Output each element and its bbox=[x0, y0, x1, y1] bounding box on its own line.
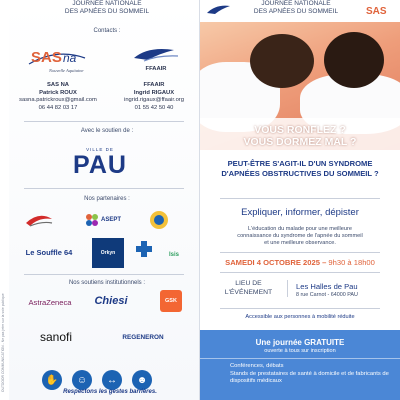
desc-line3: et une meilleure observance. bbox=[264, 240, 336, 246]
right-sas-logo-text: SAS bbox=[366, 6, 387, 17]
right-title-line1: JOURNÉE NATIONALE bbox=[261, 0, 331, 7]
sponsor-sanofi-text: sanofi bbox=[39, 330, 73, 344]
desc-line1: L'éducation du malade pour une meilleure bbox=[247, 226, 352, 232]
partner-le-souffle-text: Le Souffle 64 bbox=[25, 247, 73, 257]
divider bbox=[24, 188, 184, 189]
lieu-label bbox=[214, 280, 288, 297]
venue-name: Les Halles de Pau bbox=[296, 282, 358, 291]
activity-item: Stands de prestataires de santé à domicile et de fabricants de dispositifs médicaux bbox=[230, 370, 389, 384]
gesture-hands-icon: ✋ bbox=[42, 370, 62, 390]
divider bbox=[24, 121, 184, 122]
partner-asept bbox=[74, 208, 132, 232]
left-title-line2: DES APNÉES DU SOMMEIL bbox=[64, 8, 150, 15]
contact-ffaair-phone: 01 55 42 50 40 bbox=[134, 104, 174, 111]
partner-isis bbox=[160, 244, 188, 266]
sponsor-gsk-text: GSK bbox=[165, 298, 177, 304]
right-sas-logo bbox=[364, 2, 396, 20]
event-date: SAMEDI 4 OCTOBRE 2025 – 9h30 à 18h00 bbox=[225, 258, 375, 267]
venue bbox=[296, 282, 396, 300]
left-title-line1: JOURNÉE NATIONALE bbox=[72, 0, 142, 7]
sponsor-regeneron bbox=[110, 328, 176, 346]
right-header bbox=[200, 0, 400, 22]
sponsor-chiesi-text: Chiesi bbox=[94, 295, 128, 307]
left-event-title bbox=[14, 0, 200, 16]
gesture-mask-icon: ☻ bbox=[132, 370, 152, 390]
institutional-label: Nos soutiens institutionnels : bbox=[68, 280, 146, 286]
right-panel bbox=[200, 0, 400, 400]
venue-address: 8 rue Carnot - 64000 PAU bbox=[296, 292, 358, 298]
contact-ffaair-name: Ingrid RIGAUX bbox=[133, 89, 175, 96]
question-line2: D'APNÉES OBSTRUCTIVES DU SOMMEIL ? bbox=[221, 168, 379, 178]
sas-logo-tagline: Nouvelle Aquitaine bbox=[49, 68, 84, 73]
sponsor-sanofi bbox=[24, 326, 88, 348]
ffaair-logo-text: FFAAIR bbox=[145, 66, 167, 72]
side-strip bbox=[0, 0, 9, 400]
activity-item: Conférences, débats bbox=[230, 363, 284, 369]
strip-text: OUTDOOR COMMUNICATION - Ne pas jeter sur la voie publique bbox=[1, 293, 5, 392]
partner-orkyn-text: Orkyn bbox=[100, 250, 116, 256]
ville-de-pau-logo bbox=[62, 147, 138, 179]
tagline: Expliquer, informer, dépister bbox=[241, 207, 359, 218]
headline-line1: VOUS RONFLEZ ? bbox=[254, 124, 346, 136]
partner-logo-red-swoosh bbox=[22, 208, 56, 232]
syndrome-question bbox=[200, 159, 400, 178]
free-divider bbox=[200, 358, 400, 359]
contact-ffaair-email[interactable]: ingrid.rigaux@ffaair.org bbox=[124, 97, 184, 104]
free-subtitle: ouverte à tous sur inscription bbox=[264, 348, 336, 354]
sponsor-chiesi bbox=[86, 290, 136, 312]
divider bbox=[220, 198, 380, 199]
desc-line2: connaissance du syndrome de l'apnée du sommeil bbox=[237, 233, 363, 239]
gesture-cough-icon: ☺ bbox=[72, 370, 92, 390]
accessibility-note: Accessible aux personnes à mobilité réduite bbox=[245, 314, 355, 320]
question-line1: PEUT-ÊTRE S'AGIT-IL D'UN SYNDROME bbox=[227, 159, 373, 168]
sponsor-gsk bbox=[160, 290, 182, 312]
sponsor-astrazeneca-text: AstraZeneca bbox=[28, 297, 72, 307]
soutien-label: Avec le soutien de : bbox=[80, 128, 134, 134]
contacts-label: Contacts : bbox=[93, 28, 121, 34]
right-ffaair-logo bbox=[204, 2, 234, 20]
sponsor-astrazeneca bbox=[22, 292, 78, 312]
pau-word: PAU bbox=[73, 151, 127, 179]
contact-sasna bbox=[10, 82, 106, 112]
right-title-line2: DES APNÉES DU SOMMEIL bbox=[253, 8, 339, 15]
partner-sos bbox=[144, 208, 174, 232]
sas-logo-text: SAS bbox=[31, 49, 62, 66]
headline-line2: VOUS DORMEZ MAL ? bbox=[243, 136, 357, 148]
partner-cross-logo bbox=[134, 238, 154, 260]
free-title: Une journée GRATUITE bbox=[255, 338, 345, 347]
sponsor-regeneron-text: REGENERON bbox=[122, 333, 164, 341]
partner-isis-text: Isis bbox=[168, 252, 179, 258]
contact-ffaair bbox=[106, 82, 202, 112]
event-date-text: SAMEDI 4 OCTOBRE 2025 bbox=[225, 258, 320, 267]
partners-label: Nos partenaires : bbox=[84, 196, 130, 202]
contact-sasna-email[interactable]: sasna.patrickroux@gmail.com bbox=[19, 97, 97, 104]
partner-orkyn bbox=[92, 238, 124, 268]
contact-sasna-org: SAS NA bbox=[47, 82, 69, 88]
divider bbox=[220, 272, 380, 273]
divider bbox=[220, 252, 380, 253]
pau-ville-text: VILLE DE bbox=[86, 147, 114, 152]
lieu-line2: L'ÉVÉNEMENT bbox=[224, 288, 273, 296]
gestures-title: Respectons les gestes barrières. bbox=[63, 389, 157, 395]
divider bbox=[220, 308, 380, 309]
free-day-box bbox=[200, 330, 400, 400]
partner-le-souffle-64 bbox=[20, 240, 78, 264]
activity-list bbox=[230, 363, 392, 386]
description bbox=[212, 226, 388, 247]
contact-sasna-name: Patrick ROUX bbox=[39, 89, 77, 96]
contact-ffaair-logo-text bbox=[108, 66, 204, 74]
contact-ffaair-org: FFAAIR bbox=[143, 82, 165, 88]
sas-logo-suffix: na bbox=[63, 51, 77, 65]
gesture-distance-icon: ↔ bbox=[102, 370, 122, 390]
partner-asept-text: ASEPT bbox=[100, 217, 121, 223]
contact-sasna-phone: 06 44 82 03 17 bbox=[38, 104, 78, 111]
headline bbox=[200, 124, 400, 148]
lieu-line1: LIEU DE bbox=[235, 280, 262, 287]
sas-na-logo bbox=[27, 42, 87, 76]
event-time: 9h30 à 18h00 bbox=[328, 258, 375, 267]
right-event-title bbox=[236, 0, 356, 16]
divider bbox=[24, 274, 184, 275]
